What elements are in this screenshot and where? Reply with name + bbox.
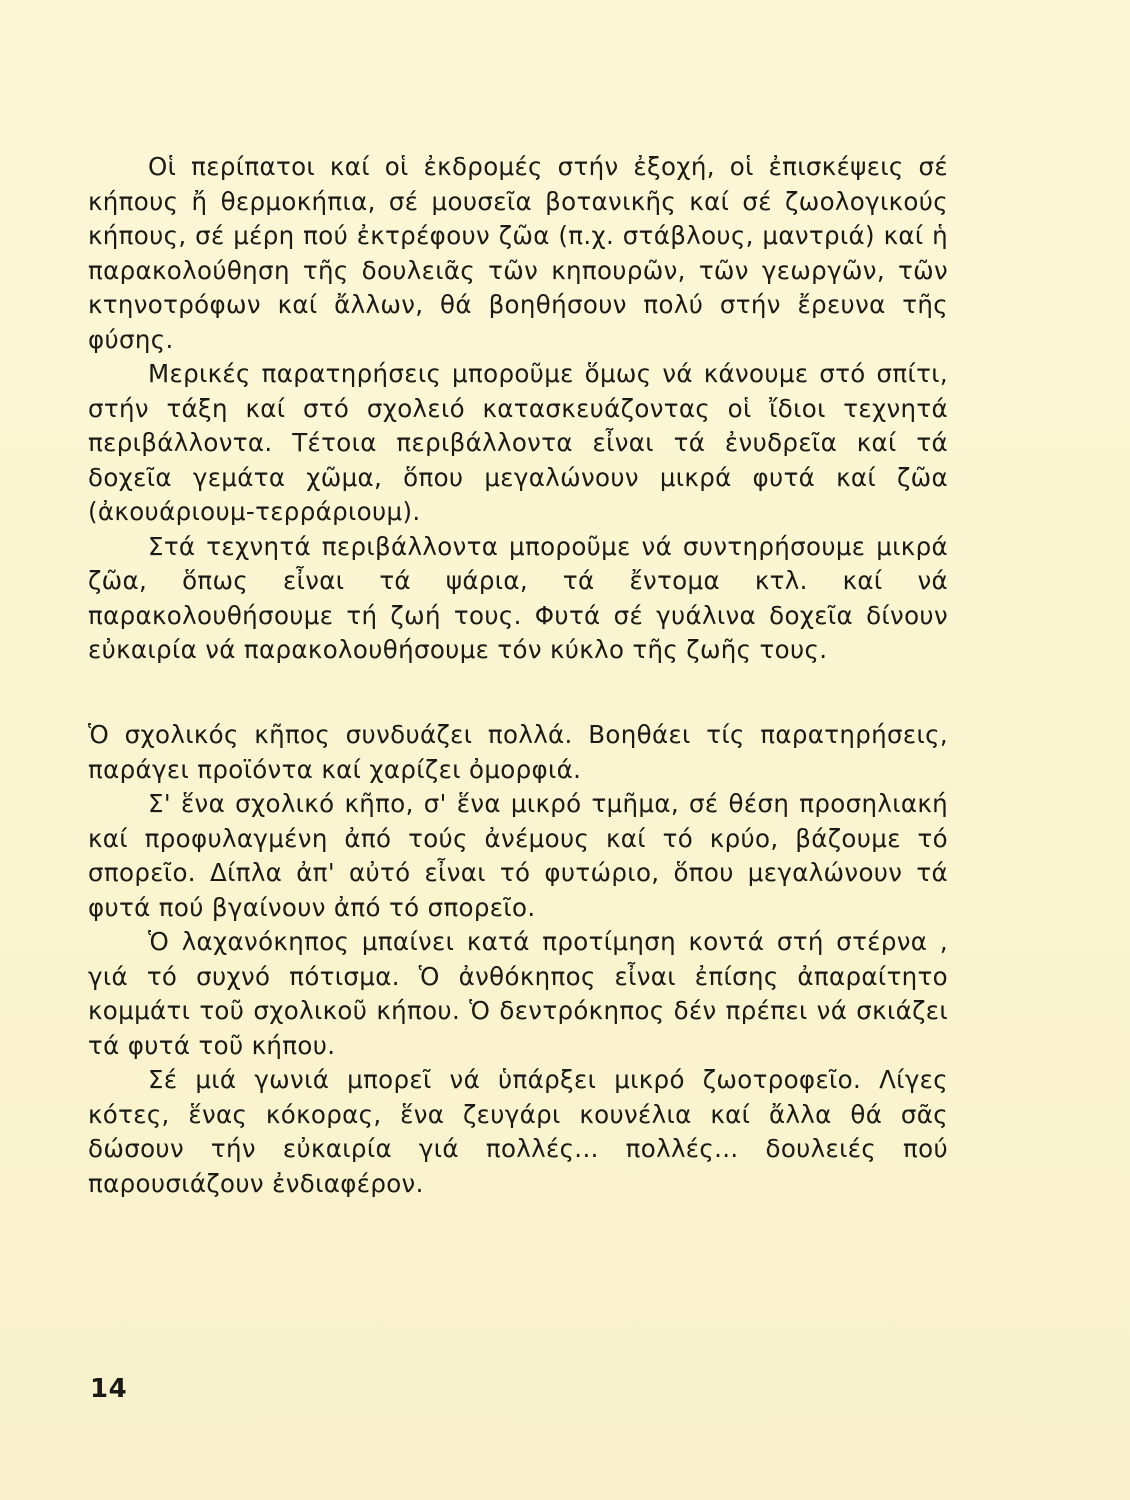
paragraph-small-animals: Στά τεχνητά περιβάλλοντα μποροῦμε νά συντηρήσουμε μικρά ζῶα, ὅπως εἶναι τά ψάρια, τά ἔντομα κτλ. καί νά παρακολουθήσουμε τή ζωή τους. Φυτά σέ γυάλινα δοχεῖα δίνουν εὐκαιρία νά παρακολουθήσουμε τόν κύκλο τῆς ζωῆς τους. [88, 531, 948, 664]
paragraph-vegetable-garden: Ὁ λαχανόκηπος μπαίνει κατά προτίμηση κοντά στή στέρνα , γιά τό συχνό πότισμα. Ὁ ἀνθόκηπος εἶναι ἐπίσης ἀπαραίτητο κομμάτι τοῦ σχολικοῦ κήπου. Ὁ δεντρόκηπος δέν πρέπει νά σκιάζει τά φυτά τοῦ κήπου. [88, 927, 948, 1060]
page-number: 14 [90, 1374, 128, 1404]
paragraph-artificial-environments: Μερικές παρατηρήσεις μποροῦμε ὅμως νά κάνουμε στό σπίτι, στήν τάξη καί στό σχολειό κατασκευάζοντας οἱ ἴδιοι τεχνητά περιβάλλοντα. Τέτοια περιβάλλοντα εἶναι τά ἐνυδρεῖα καί τά δοχεῖα γεμάτα χῶμα, ὅπου μεγαλώνουν μικρά φυτά καί ζῶα (ἀκουάριουμ-τερράριουμ). [88, 359, 948, 526]
text-section-nature-observation [88, 150, 948, 668]
paragraph-seedbed: Σ' ἕνα σχολικό κῆπο, σ' ἕνα μικρό τμῆμα, σέ θέση προσηλιακή καί προφυλαγμένη ἀπό τούς ἀνέμους καί τό κρύο, βάζουμε τό σπορεῖο. Δίπλα ἀπ' αὐτό εἶναι τό φυτώριο, ὅπου μεγαλώνουν τά φυτά πού βγαίνουν ἀπό τό σπορεῖο. [88, 789, 948, 922]
text-section-school-garden [88, 718, 948, 1201]
paragraph-small-farm: Σέ μιά γωνιά μπορεῖ νά ὑπάρξει μικρό ζωοτροφεῖο. Λίγες κότες, ἕνας κόκορας, ἕνα ζευγάρι κουνέλια καί ἄλλα θά σᾶς δώσουν τήν εὐκαιρία γιά πολλές... πολλές... δουλειές πού παρουσιάζουν ἐνδιαφέρον. [88, 1065, 948, 1198]
paragraph-school-garden-intro: Ὁ σχολικός κῆπος συνδυάζει πολλά. Βοηθάει τίς παρατηρήσεις, παράγει προϊόντα καί χαρίζει ὀμορφιά. [88, 720, 948, 784]
paragraph-excursions: Οἱ περίπατοι καί οἱ ἐκδρομές στήν ἐξοχή, οἱ ἐπισκέψεις σέ κήπους ἤ θερμοκήπια, σέ μουσεῖα βοτανικῆς καί σέ ζωολογικούς κήπους, σέ μέρη πού ἐκτρέφουν ζῶα (π.χ. στάβλους, μαντριά) καί ἡ παρακολούθηση τῆς δουλειᾶς τῶν κηπουρῶν, τῶν γεωργῶν, τῶν κτηνοτρόφων καί ἄλλων, θά βοηθήσουν πολύ στήν ἔρευνα τῆς φύσης. [88, 152, 948, 354]
